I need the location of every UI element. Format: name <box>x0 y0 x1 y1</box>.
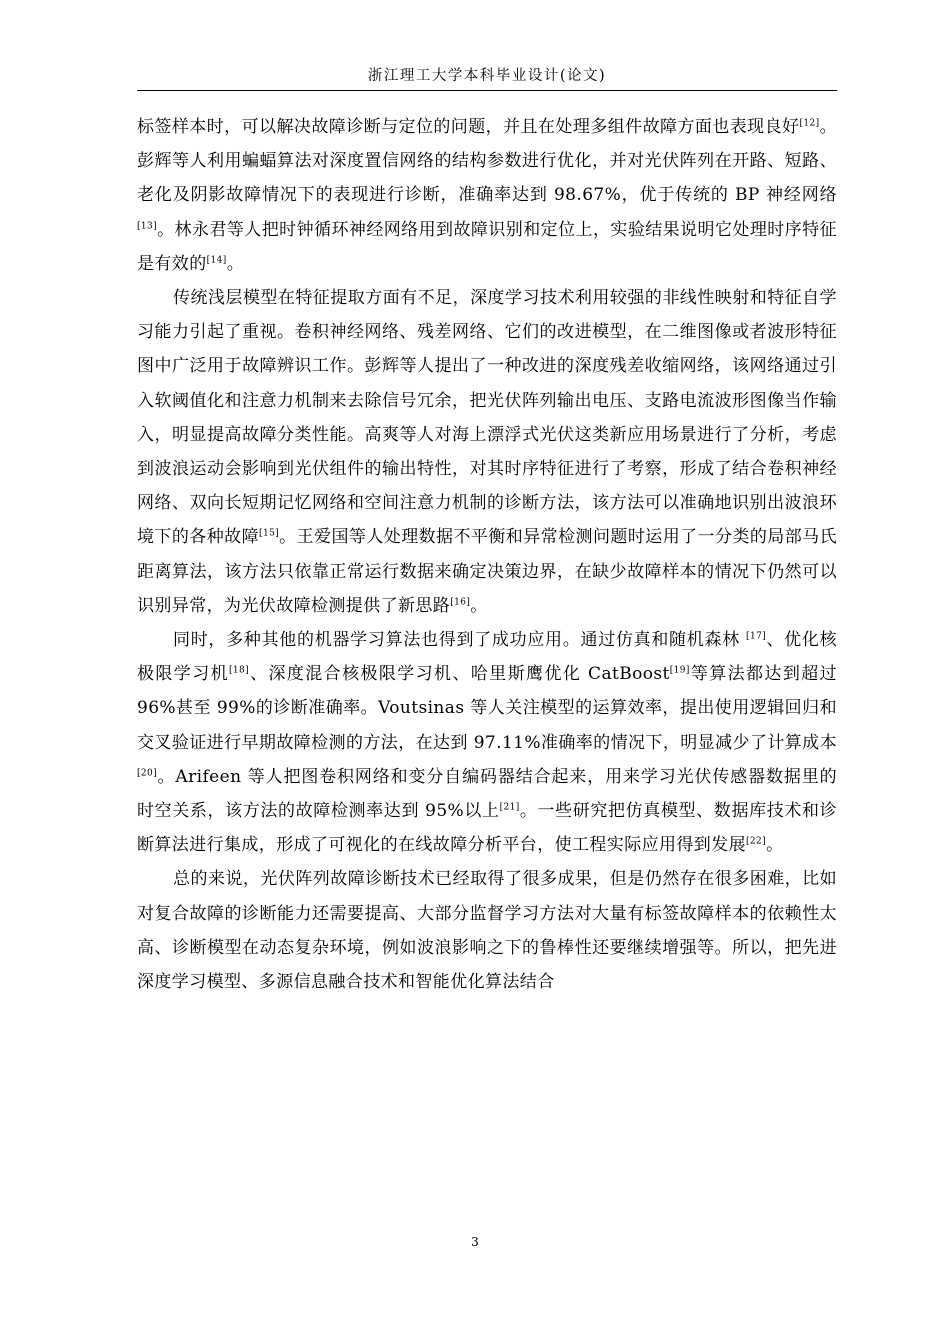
running-header: 浙江理工大学本科毕业设计(论文) <box>137 62 837 91</box>
paragraph <box>137 110 837 281</box>
citation-ref: [21] <box>499 802 520 813</box>
citation-ref: [12] <box>799 118 820 129</box>
text-run: 。 <box>226 253 245 274</box>
citation-ref: [20] <box>137 768 158 779</box>
text-run: 、优化核极限学习机 <box>137 630 837 685</box>
paragraph <box>137 281 837 623</box>
paragraph <box>137 862 837 999</box>
citation-ref: [22] <box>746 836 767 847</box>
text-run: 、深度混合核极限学习机、哈里斯鹰优化 CatBoost <box>249 664 670 685</box>
text-run: 。林永君等人把时钟循环神经网络用到故障识别和定位上，实验结果说明它处理时序特征是有效的 <box>137 219 837 274</box>
citation-ref: [15] <box>259 528 280 539</box>
page-number: 3 <box>471 1235 479 1249</box>
text-run: 标签样本时，可以解决故障诊断与定位的问题，并且在处理多组件故障方面也表现良好 <box>137 117 800 137</box>
text-run: 同时，多种其他的机器学习算法也得到了成功应用。通过仿真和随机森林 <box>173 630 747 651</box>
citation-ref: [17] <box>746 631 767 642</box>
citation-ref: [13] <box>137 220 158 231</box>
citation-ref: [19] <box>669 665 690 676</box>
text-run: 等算法都达到超过 96%甚至 99%的诊断准确率。Voutsinas 等人关注模型的运算效率，提出使用逻辑回归和交叉验证进行早期故障检测的方法，在达到 97.11%准确率的情况下，明显减少了计算成本 <box>137 664 838 753</box>
paragraph <box>137 623 837 862</box>
body-text <box>137 110 837 999</box>
text-run: 传统浅层模型在特征提取方面有不足，深度学习技术利用较强的非线性映射和特征自学习能力引起了重视。卷积神经网络、残差网络、它们的改进模型，在二维图像或者波形特征图中广泛用于故障辨识工作。彭辉等人提出了一种改进的深度残差收缩网络，该网络通过引入软阈值化和注意力机制来去除信号冗余，把光伏阵列输出电压、支路电流波形图像当作输入，明显提高故障分类性能。高爽等人对海上漂浮式光伏这类新应用场景进行了分析，考虑到波浪运动会影响到光伏组件的输出特性，对其时序特征进行了考察，形成了结合卷积神经网络、双向长短期记忆网络和空间注意力机制的诊断方法，该方法可以准确地识别出波浪环境下的各种故障 <box>137 288 837 548</box>
text-run: 。 <box>766 835 784 856</box>
citation-ref: [18] <box>229 665 250 676</box>
text-run: 。Arifeen 等人把图卷积网络和变分自编码器结合起来，用来学习光伏传感器数据里的时空关系，该方法的故障检测率达到 95%以上 <box>137 766 837 822</box>
citation-ref: [16] <box>450 597 471 608</box>
text-run: 。彭辉等人利用蝙蝠算法对深度置信网络的结构参数进行优化，并对光伏阵列在开路、短路、老化及阴影故障情况下的表现进行诊断，准确率达到 98.67%，优于传统的 BP 神经网络 <box>137 117 837 206</box>
citation-ref: [14] <box>206 255 227 266</box>
text-run: 。王爱国等人处理数据不平衡和异常检测问题时运用了一分类的局部马氏距离算法，该方法只依靠正常运行数据来确定决策边界，在缺少故障样本的情况下仍然可以识别异常，为光伏故障检测提供了新思路 <box>137 527 837 616</box>
text-run: 。一些研究把仿真模型、数据库技术和诊断算法进行集成，形成了可视化的在线故障分析平台，使工程实际应用得到发展 <box>137 801 837 856</box>
text-run: 。 <box>470 595 488 616</box>
text-run: 总的来说，光伏阵列故障诊断技术已经取得了很多成果，但是仍然存在很多困难，比如对复合故障的诊断能力还需要提高、大部分监督学习方法对大量有标签故障样本的依赖性太高、诊断模型在动态复杂环境，例如波浪影响之下的鲁棒性还要继续增强等。所以，把先进深度学习模型、多源信息融合技术和智能优化算法结合 <box>137 869 837 993</box>
